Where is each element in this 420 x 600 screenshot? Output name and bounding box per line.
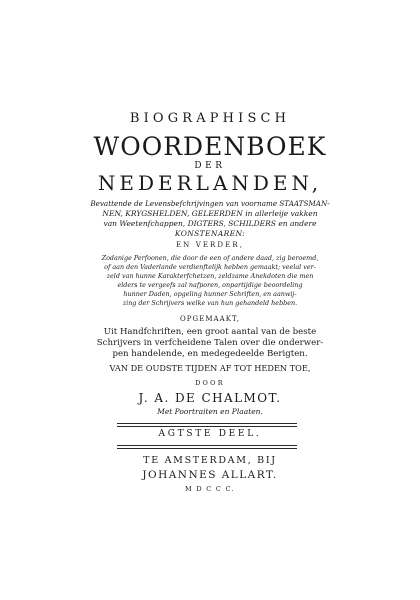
bottom-rule [117, 445, 297, 449]
description-line-4: KONSTENAREN: [174, 229, 246, 238]
verder-line-2: of aan den Vaderlande verdienftelijk hebben gemaakt; veelal ver- [104, 263, 316, 271]
door: DOOR [195, 379, 225, 387]
verder-line-4: elders te vergeefs zal nafporen, onpartijdige beoordeling [117, 281, 303, 289]
year-line: M D C C C. [185, 485, 235, 493]
source-line-1: Uit Handfchriften, een groot aantal van de beste [103, 327, 317, 337]
title-der: DER [194, 161, 226, 171]
description-line-3: van Weetenfchappen, DIGTERS, SCHILDERS en andere [103, 219, 317, 228]
description-line-2: NEN, KRYGSHELDEN, GELEERDEN in allerleije vakken [102, 209, 318, 218]
period-line: VAN DE OUDSTE TIJDEN AF TOT HEDEN TOE, [109, 363, 311, 373]
verder-line-5: hunner Daden, opgeling hunner Schriften, en aanwij- [123, 290, 297, 298]
author-line: J. A. DE CHALMOT. [138, 391, 282, 405]
publisher-line: JOHANNES ALLART. [142, 469, 278, 481]
title-nederlanden: NEDERLANDEN, [97, 171, 323, 195]
title-biographisch: BIOGRAPHISCH [129, 111, 291, 126]
verder-line-3: zeld van hunne Karakterfchetzen, zeldzame Anekdoten die men [106, 272, 314, 280]
verder-line-6: zing der Schrijvers welke van hun gehandeld hebben. [122, 299, 298, 307]
source-line-2: Schrijvers in verfcheidene Talen over die onderwer- [96, 338, 324, 348]
verder-line-1: Zodanige Perfoonen, die door de een of andere daad, zig beroemd, [101, 254, 319, 262]
portraits-line: Met Poortraiten en Plaaten. [157, 407, 263, 416]
opgemaakt: OPGEMAAKT, [179, 315, 241, 323]
source-line-3: pen handelende, en medegedeelde Berigten. [112, 349, 308, 359]
description-line-1: Bevattende de Levensbefchrijvingen van voorname STAATSMAN- [90, 199, 330, 208]
top-rule [117, 423, 297, 427]
place-line: TE AMSTERDAM, BIJ [143, 455, 277, 466]
en-verder: EN VERDER, [175, 241, 245, 249]
title-woordenboek: WOORDENBOEK [93, 132, 327, 161]
volume-line: AGTSTE DEEL. [158, 429, 262, 439]
